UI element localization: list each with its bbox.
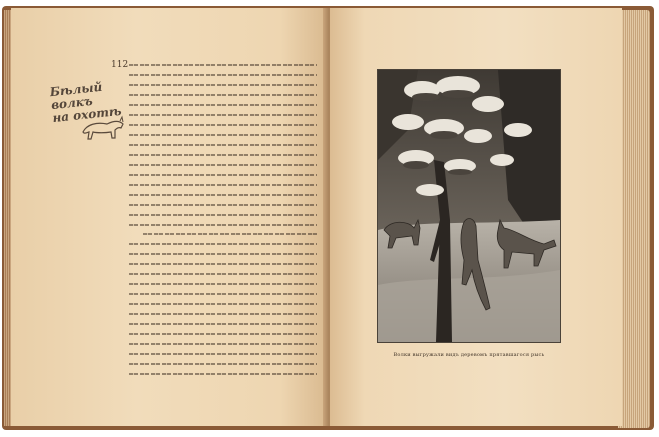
left-page: [11, 8, 327, 426]
body-text-lower: [129, 233, 317, 383]
body-text-upper: [129, 64, 317, 234]
wolf-sketch-icon: [79, 112, 127, 142]
winter-forest-wolves-image: [378, 70, 560, 342]
illustration-caption: Волки выгружали видъ деревомъ прятавшагося рысь: [393, 352, 545, 358]
wolves-illustration: [378, 70, 560, 342]
vignette-title: Бѣлый волкъ на охотѣ: [49, 79, 123, 126]
chapter-vignette: [51, 78, 131, 150]
page-edges-right: [618, 10, 650, 428]
page-number: 112: [111, 60, 129, 70]
